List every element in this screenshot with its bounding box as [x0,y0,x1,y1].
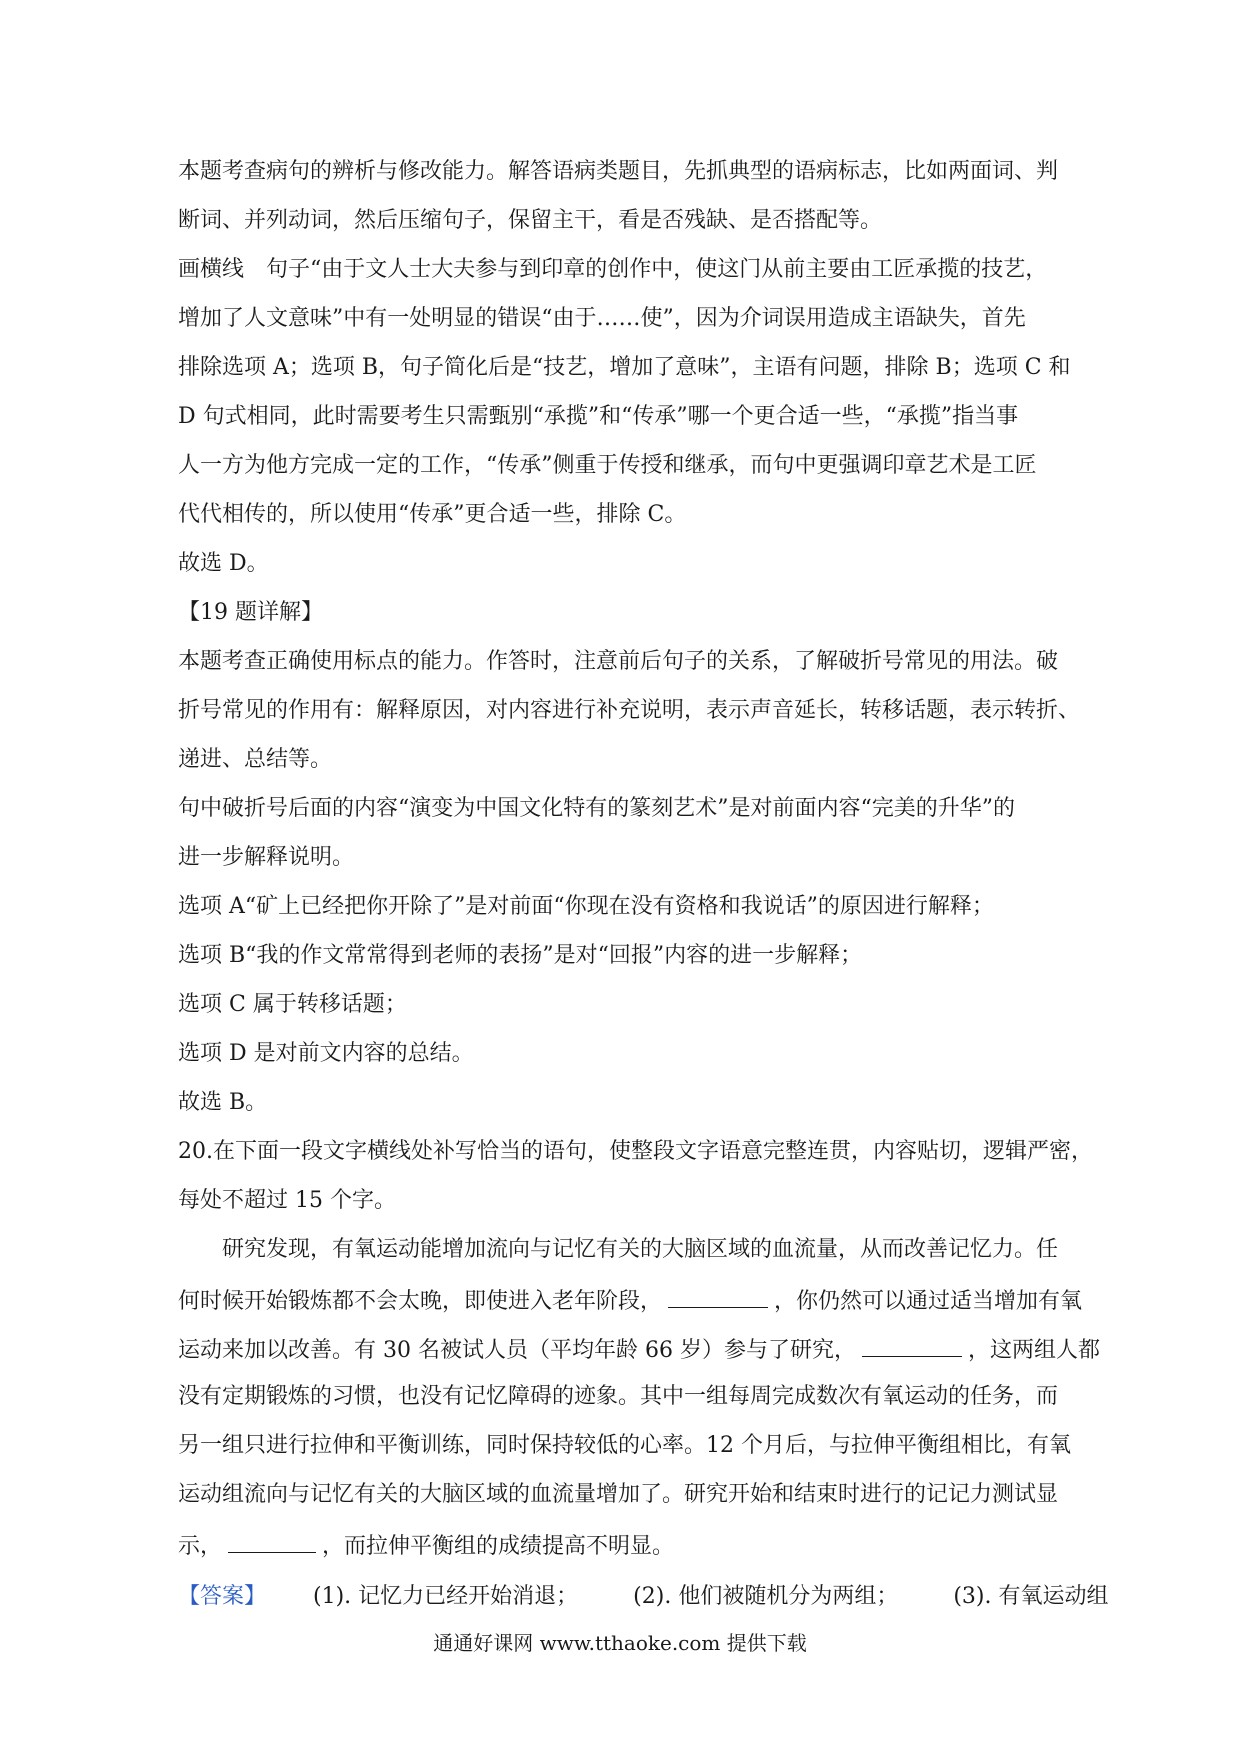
passage-line [178,1285,1083,1334]
text-line: 句中破折号后面的内容“演变为中国文化特有的篆刻艺术”是对前面内容“完美的升华”的 [178,796,1015,821]
passage-line: 运动组流向与记忆有关的大脑区域的血流量增加了。研究开始和结束时进行的记记力测试显 [178,1482,1059,1507]
conclusion-line: 故选 D。 [178,551,269,576]
passage-text: 运动来加以改善。有 30 名被试人员（平均年龄 66 岁）参与了研究， [178,1338,856,1363]
option-explanation: 选项 C 属于转移话题； [178,992,407,1017]
option-explanation: 选项 B“我的作文常常得到老师的表扬”是对“回报”内容的进一步解释； [178,943,863,968]
answer-line [178,1583,1109,1632]
text-line: 递进、总结等。 [178,747,333,772]
passage-line [178,1334,1100,1383]
passage-text: ，而拉伸平衡组的成绩提高不明显。 [322,1534,675,1559]
answer-tag: 【答案】 [178,1584,267,1609]
document-body [178,158,1109,1632]
option-explanation: 选项 A“矿上已经把你开除了”是对前面“你现在没有资格和我说话”的原因进行解释； [178,894,994,919]
page-footer: 通通好课网 www.tthaoke.com 提供下载 [433,1631,807,1655]
option-explanation: 选项 D 是对前文内容的总结。 [178,1041,474,1066]
passage-text: ，你仍然可以通过适当增加有氧 [774,1289,1083,1314]
text-line: 排除选项 A；选项 B，句子简化后是“技艺，增加了意味”，主语有问题，排除 B；选项 C 和 [178,355,1071,380]
conclusion-line: 故选 B。 [178,1090,268,1115]
text-line: 进一步解释说明。 [178,845,355,870]
text-line: 人一方为他方完成一定的工作，“传承”侧重于传授和继承，而句中更强调印章艺术是工匠 [178,453,1037,478]
passage-line: 没有定期锻炼的习惯，也没有记忆障碍的迹象。其中一组每周完成数次有氧运动的任务，而 [178,1384,1059,1409]
passage-line: 另一组只进行拉伸和平衡训练，同时保持较低的心率。12 个月后，与拉伸平衡组相比，有氧 [178,1433,1071,1458]
fill-blank-1 [668,1285,768,1308]
text-line: 本题考查病句的辨析与修改能力。解答语病类题目，先抓典型的语病标志，比如两面词、判 [178,159,1059,184]
text-line: 增加了人文意味”中有一处明显的错误“由于……使”，因为介词误用造成主语缺失，首先 [178,306,1026,331]
section-heading: 【19 题详解】 [178,600,323,625]
text-line: D 句式相同，此时需要考生只需甄别“承揽”和“传承”哪一个更合适一些，“承揽”指当事 [178,404,1019,429]
answer-item-3: (3). 有氧运动组 [953,1584,1109,1609]
answer-item-1: (1). 记忆力已经开始消退； [313,1584,579,1609]
passage-line: 研究发现，有氧运动能增加流向与记忆有关的大脑区域的血流量，从而改善记忆力。任 [222,1237,1059,1262]
text-line: 画横线 句子“由于文人士大夫参与到印章的创作中，使这门从前主要由工匠承揽的技艺， [178,257,1048,282]
passage-line [178,1530,1078,1579]
text-line: 断词、并列动词，然后压缩句子，保留主干，看是否残缺、是否搭配等。 [178,208,883,233]
text-line: 代代相传的，所以使用“传承”更合适一些，排除 C。 [178,502,687,527]
fill-blank-3 [228,1530,316,1553]
question-text: 每处不超过 15 个字。 [178,1188,396,1213]
text-line: 本题考查正确使用标点的能力。作答时，注意前后句子的关系，了解破折号常见的用法。破 [178,649,1059,674]
question-text: 20.在下面一段文字横线处补写恰当的语句，使整段文字语意完整连贯，内容贴切，逻辑严密， [178,1139,1093,1164]
passage-text: 何时候开始锻炼都不会太晚，即使进入老年阶段， [178,1289,663,1314]
fill-blank-2 [862,1334,962,1357]
passage-text: 示， [178,1534,223,1559]
text-line: 折号常见的作用有：解释原因，对内容进行补充说明，表示声音延长，转移话题，表示转折、 [178,698,1081,723]
passage-text: ，这两组人都 [967,1338,1100,1363]
answer-item-2: (2). 他们被随机分为两组； [633,1584,899,1609]
